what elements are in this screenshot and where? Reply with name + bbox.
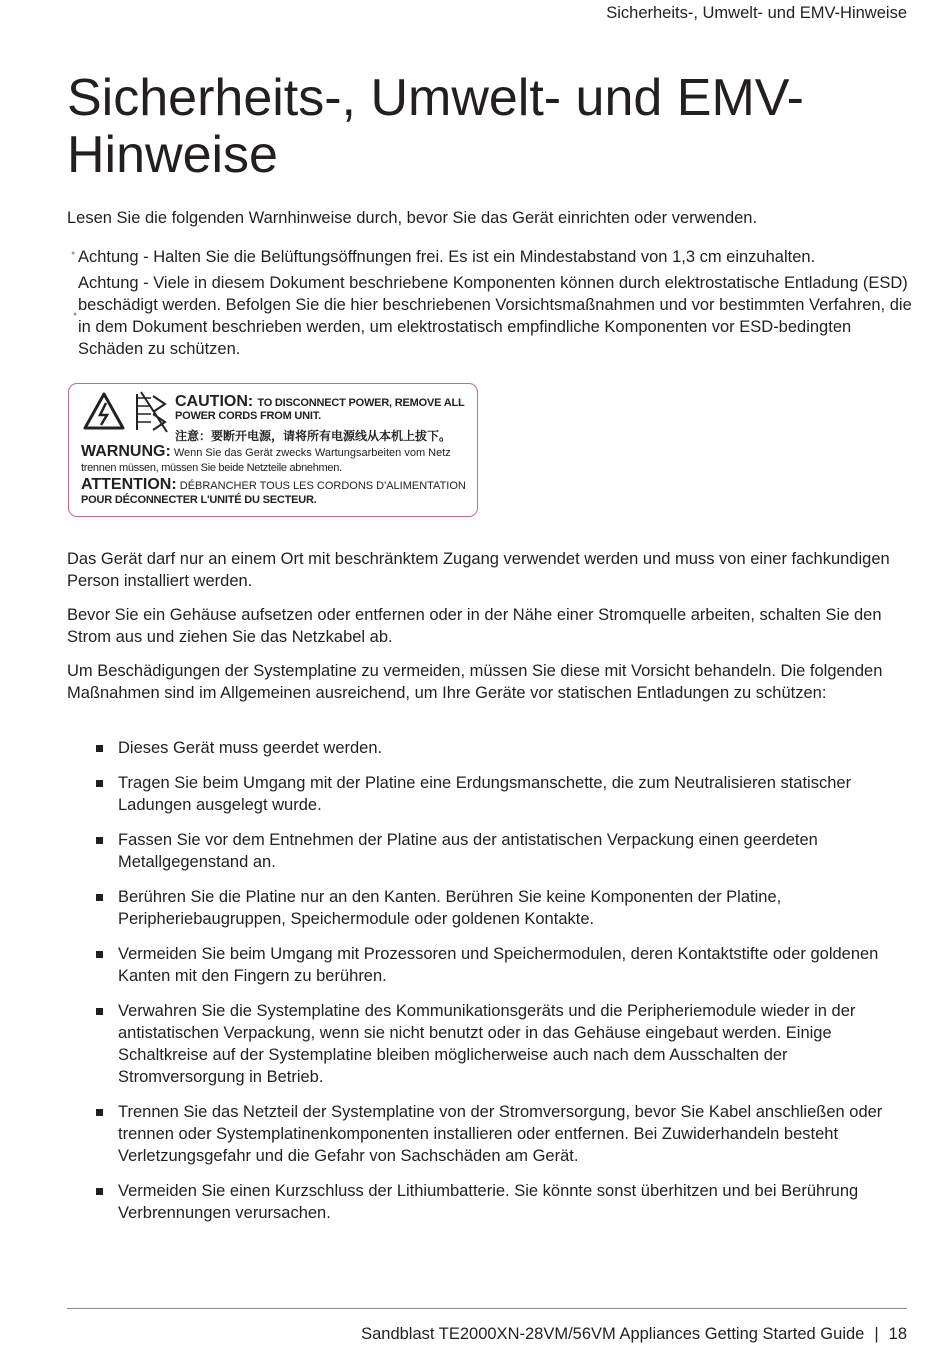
bullet-square-icon xyxy=(96,951,103,958)
bullet-square-icon xyxy=(96,780,103,787)
esd-precautions-list xyxy=(96,737,912,1224)
attention-text-line-2: POUR DÉCONNECTER L'UNITÉ DU SECTEUR. xyxy=(81,494,317,506)
page-title xyxy=(67,70,887,184)
list-item: Dieses Gerät muss geerdet werden. xyxy=(96,737,912,759)
esd-intro-paragraph: Um Beschädigungen der Systemplatine zu vermeiden, müssen Sie diese mit Vorsicht behandeln. Die folgenden Maßnahmen sind im Allgemeinen ausreichend, um Ihre Geräte vor statischen Entladungen zu schützen: xyxy=(67,662,883,702)
caution-title: CAUTION: xyxy=(175,393,254,410)
unplug-icon xyxy=(131,390,171,434)
restricted-access-paragraph: Das Gerät darf nur an einem Ort mit beschränktem Zugang verwendet werden und muss von einer fachkundigen Person installiert werden. xyxy=(67,550,890,590)
page-footer xyxy=(361,1325,907,1344)
caution-line xyxy=(175,393,464,411)
warnung-text: Wenn Sie das Gerät zwecks Wartungsarbeiten vom Netz xyxy=(173,447,451,459)
bullet-square-icon xyxy=(96,1109,103,1116)
page-number: 18 xyxy=(888,1325,907,1343)
caution-label-image xyxy=(68,383,478,517)
bullet-square-icon xyxy=(96,837,103,844)
caution-text-line-2: POWER CORDS FROM UNIT. xyxy=(175,410,321,422)
attention-title: ATTENTION: xyxy=(81,476,177,493)
notice-ventilation xyxy=(78,246,913,268)
notice-keyword: Achtung xyxy=(78,274,139,292)
notice-esd xyxy=(78,272,913,360)
notice-keyword: Achtung xyxy=(78,248,139,266)
page-title-line-2: Hinweise xyxy=(67,126,278,184)
footer-guide-title: Sandblast TE2000XN-28VM/56VM Appliances Getting Started Guide xyxy=(361,1325,865,1343)
footer-divider xyxy=(67,1308,907,1309)
bullet-square-icon xyxy=(96,1188,103,1195)
list-item: Tragen Sie beim Umgang mit der Platine eine Erdungsmanschette, die zum Neutralisieren statischer Ladungen ausgelegt wurde. xyxy=(96,772,912,816)
caution-text: TO DISCONNECT POWER, REMOVE ALL xyxy=(257,397,465,409)
warning-triangle-icon xyxy=(83,392,125,430)
attention-line xyxy=(81,476,466,494)
list-item: Berühren Sie die Platine nur an den Kanten. Berühren Sie keine Komponenten der Platine, Peripheriebaugruppen, Speichermodule oder goldenen Kontakte. xyxy=(96,886,912,930)
list-item: Verwahren Sie die Systemplatine des Kommunikationsgeräts und die Peripheriemodule wieder in der antistatischen Verpackung, wenn sie nicht benutzt oder in das Gehäuse eingebaut werden. Einige Schaltkreise auf der Systemplatine bleiben möglicherweise auch nach dem Ausschalten der Stromversorgung in Betrieb. xyxy=(96,1000,912,1088)
notice-marker-icon: ● xyxy=(71,250,76,257)
list-item: Trennen Sie das Netzteil der Systemplatine von der Stromversorgung, bevor Sie Kabel anschließen oder trennen oder Systemplatinenkomponenten installieren oder entfernen. Bei Zuwiderhandeln besteht Verletzungsgefahr und die Gefahr von Sachschäden am Gerät. xyxy=(96,1101,912,1167)
list-item: Vermeiden Sie einen Kurzschluss der Lithiumbatterie. Sie könnte sonst überhitzen und bei Berührung Verbrennungen verursachen. xyxy=(96,1180,912,1224)
bullet-square-icon xyxy=(96,1008,103,1015)
bullet-square-icon xyxy=(96,745,103,752)
list-item: Fassen Sie vor dem Entnehmen der Platine aus der antistatischen Verpackung einen geerdeten Metallgegenstand an. xyxy=(96,829,912,873)
warnung-title: WARNUNG: xyxy=(81,443,171,460)
caution-chinese-text: 注意：要断开电源，请将所有电源线从本机上拔下。 xyxy=(175,429,452,443)
power-off-paragraph: Bevor Sie ein Gehäuse aufsetzen oder entfernen oder in der Nähe einer Stromquelle arbeiten, schalten Sie den Strom aus und ziehen Sie das Netzkabel ab. xyxy=(67,606,882,646)
notice-text: - Halten Sie die Belüftungsöffnungen frei. Es ist ein Mindestabstand von 1,3 cm einzuhalten. xyxy=(138,248,816,266)
list-item: Vermeiden Sie beim Umgang mit Prozessoren und Speichermodulen, deren Kontaktstifte oder goldenen Kanten mit den Fingern zu berühren. xyxy=(96,943,912,987)
notice-marker-icon: ● xyxy=(73,311,78,318)
running-header: Sicherheits-, Umwelt- und EMV-Hinweise xyxy=(606,4,907,22)
warnung-text-line-2: trennen müssen, müssen Sie beide Netzteile abnehmen. xyxy=(81,462,342,474)
warnung-line xyxy=(81,443,451,461)
intro-paragraph: Lesen Sie die folgenden Warnhinweise durch, bevor Sie das Gerät einrichten oder verwenden. xyxy=(67,209,758,227)
attention-text: DÉBRANCHER TOUS LES CORDONS D'ALIMENTATION xyxy=(179,480,466,492)
notice-text: - Viele in diesem Dokument beschriebene Komponenten können durch elektrostatische Entladung (ESD) beschädigt werden. Befolgen Sie die hier beschriebenen Vorsichtsmaßnahmen und vor bestimmten Verfahren, die in dem Dokument beschrieben werden, um elektrostatisch empfindliche Komponenten vor ESD-bedingten Schäden zu schützen. xyxy=(78,274,912,358)
bullet-square-icon xyxy=(96,894,103,901)
footer-separator: | xyxy=(874,1325,879,1343)
page-title-line-1: Sicherheits-, Umwelt- und EMV- xyxy=(67,69,804,127)
